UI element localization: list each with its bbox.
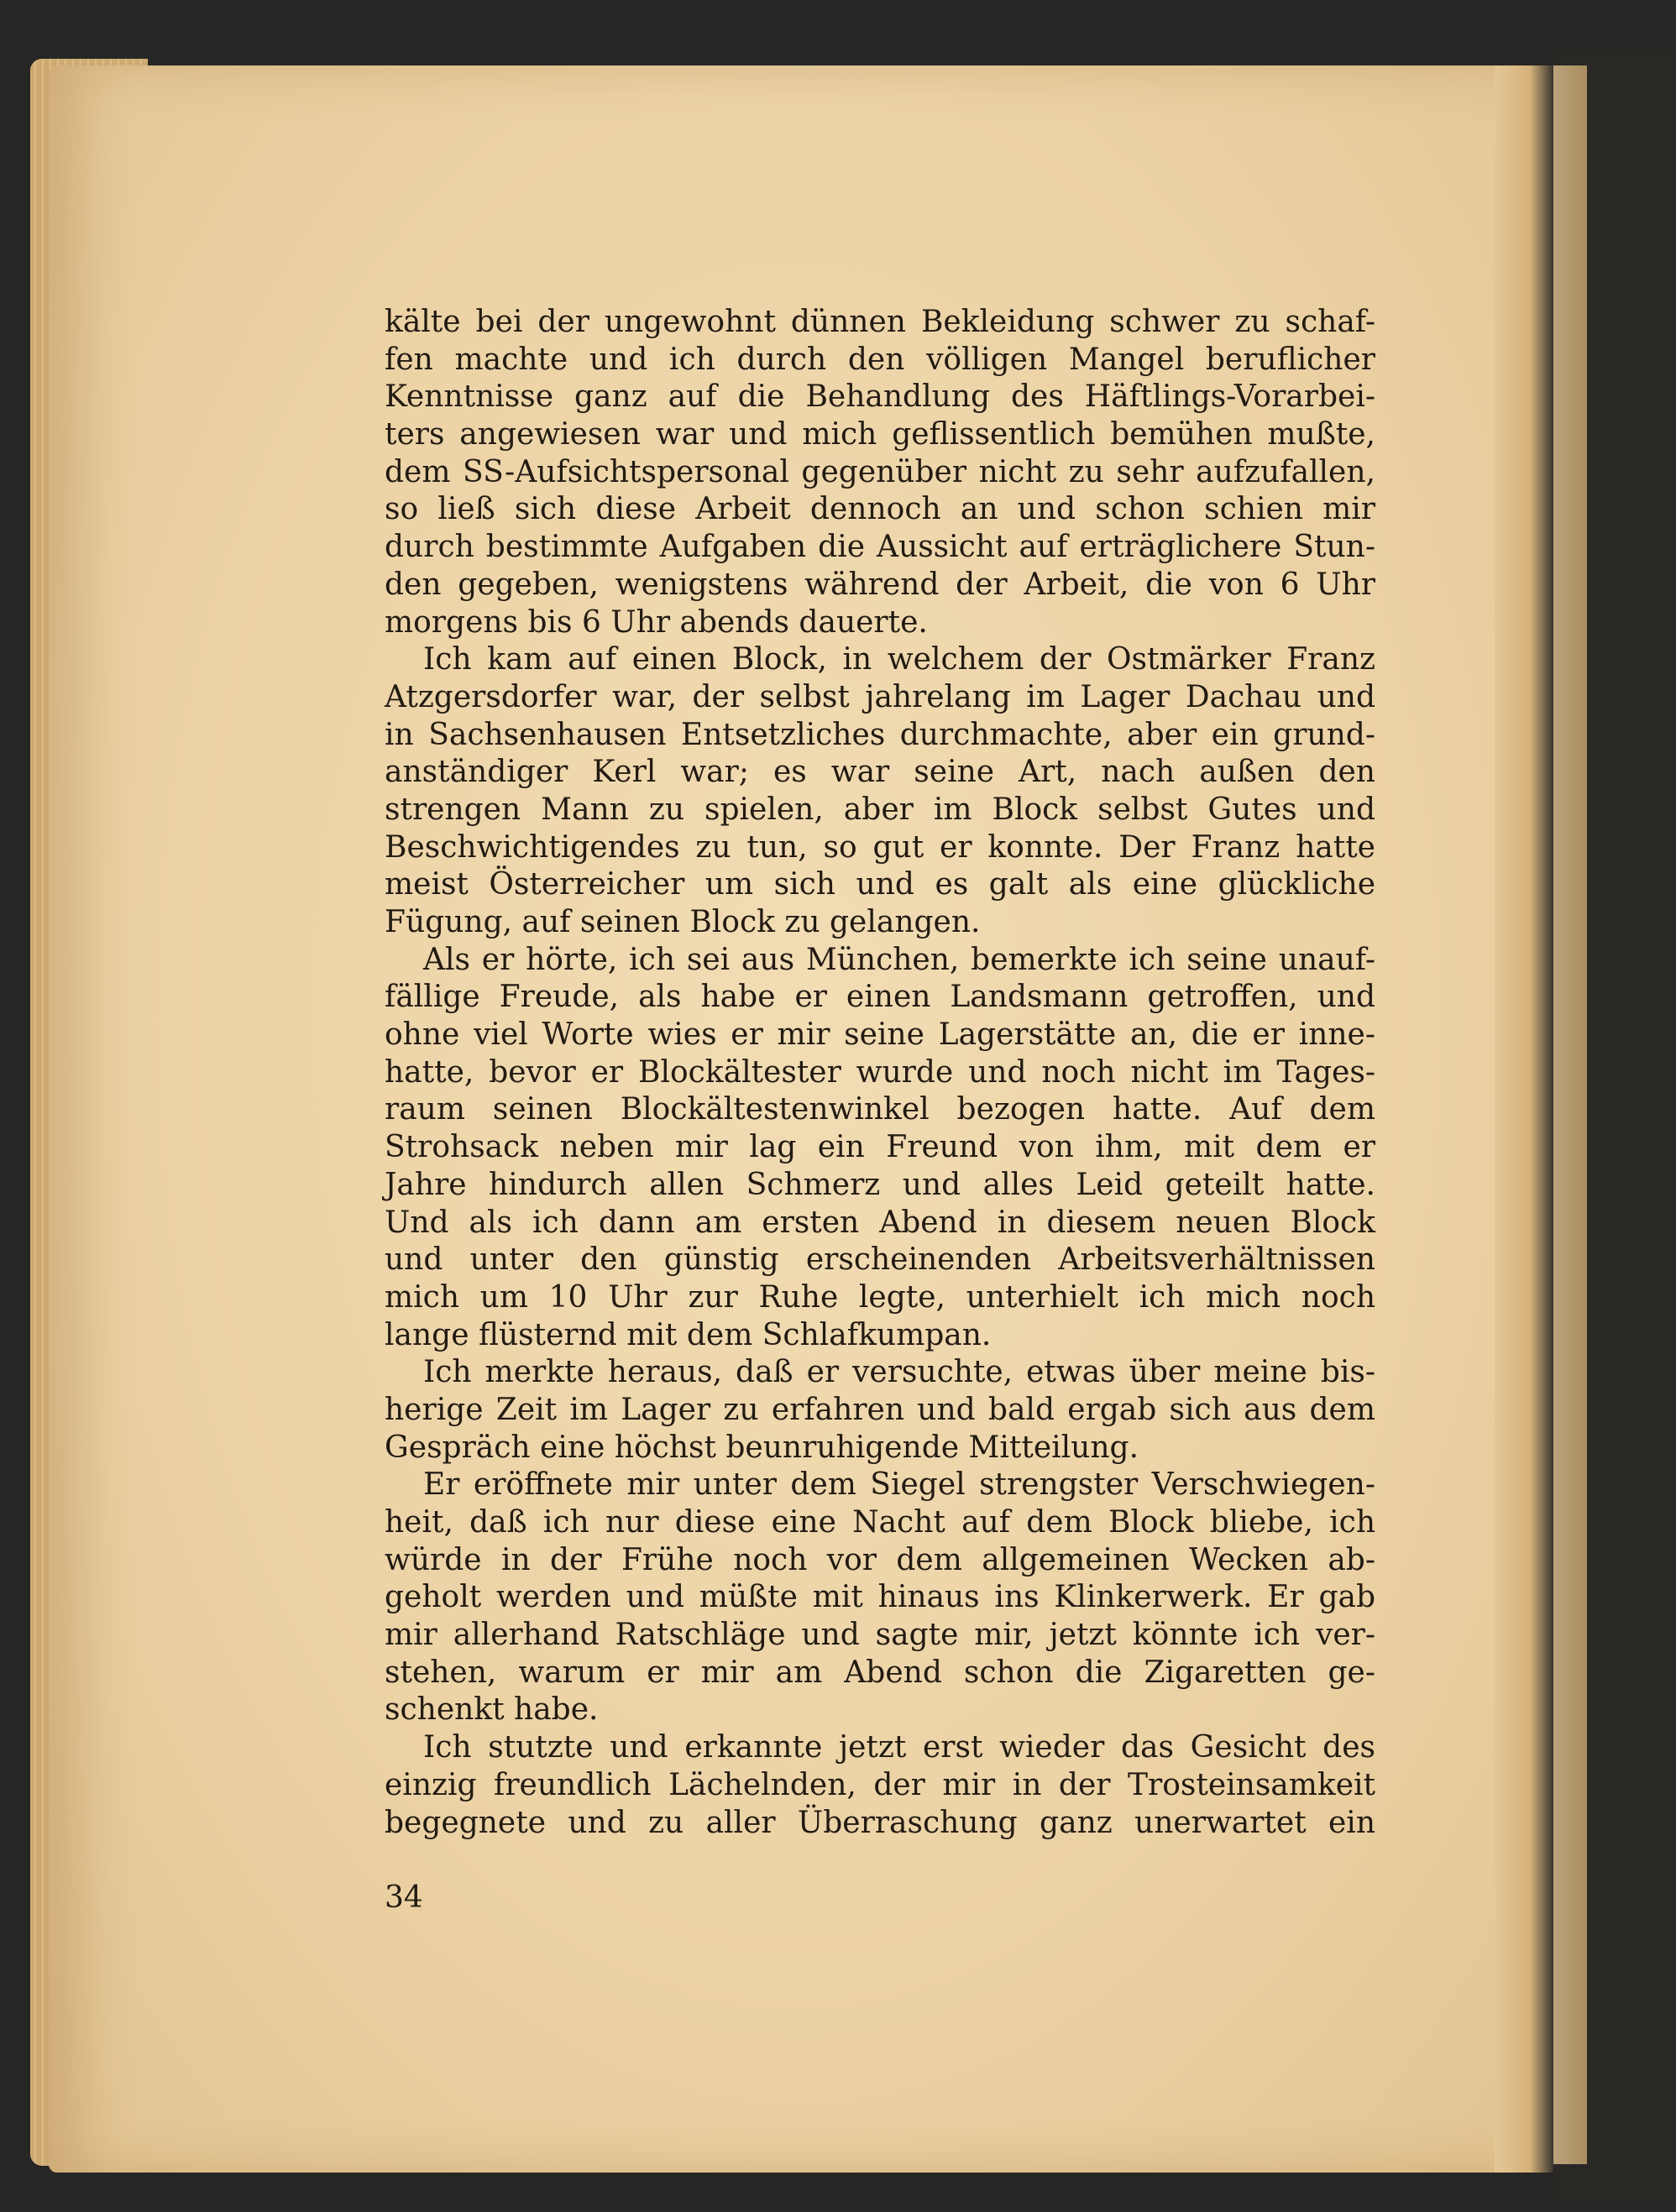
text-line: so ließ sich diese Arbeit dennoch an und schon schien mir [385, 492, 1375, 527]
text-line: fällige Freude, als habe er einen Landsmann getroffen, und [385, 980, 1375, 1015]
text-line: kälte bei der ungewohnt dünnen Bekleidung schwer zu schaf- [385, 305, 1375, 339]
text-line: den gegeben, wenigstens während der Arbeit, die von 6 Uhr [385, 567, 1375, 602]
page-number: 34 [385, 1880, 423, 1915]
text-line: Ich kam auf einen Block, in welchem der Ostmärker Franz [423, 642, 1375, 677]
text-line: hatte, bevor er Blockältester wurde und noch nicht im Tages- [385, 1054, 1375, 1090]
text-line: Strohsack neben mir lag ein Freund von ihm, mit dem er [385, 1130, 1375, 1165]
text-line: herige Zeit im Lager zu erfahren und bald ergab sich aus dem [385, 1392, 1375, 1427]
text-line: mich um 10 Uhr zur Ruhe legte, unterhielt ich mich noch [385, 1279, 1375, 1315]
text-line: Gespräch eine höchst beunruhigende Mitteilung. [385, 1430, 1139, 1465]
text-line: Als er hörte, ich sei aus München, bemerkte ich seine unauf- [423, 942, 1375, 977]
facing-page-edge [1553, 65, 1587, 2164]
text-line: fen machte und ich durch den völligen Mangel beruflicher [385, 342, 1375, 377]
text-line: begegnete und zu aller Überraschung ganz unerwartet ein [385, 1805, 1375, 1840]
text-line: Jahre hindurch allen Schmerz und alles Leid geteilt hatte. [385, 1167, 1375, 1202]
text-line: dem SS-Aufsichtspersonal gegenüber nicht zu sehr aufzufallen, [385, 454, 1375, 489]
text-line: Und als ich dann am ersten Abend in diesem neuen Block [385, 1205, 1375, 1240]
text-line: einzig freundlich Lächelnden, der mir in der Trosteinsamkeit [385, 1767, 1375, 1802]
text-line: Er eröffnete mir unter dem Siegel strengster Verschwiegen- [423, 1467, 1375, 1503]
text-line: meist Österreicher um sich und es galt als eine glückliche [385, 867, 1375, 902]
text-line: stehen, warum er mir am Abend schon die Zigaretten ge- [385, 1655, 1375, 1690]
text-line: Fügung, auf seinen Block zu gelangen. [385, 905, 981, 939]
text-line: Beschwichtigendes zu tun, so gut er konnte. Der Franz hatte [385, 829, 1375, 865]
text-line: Ich merkte heraus, daß er versuchte, etwas über meine bis- [423, 1355, 1375, 1390]
text-line: schenkt habe. [385, 1692, 599, 1728]
text-line: durch bestimmte Aufgaben die Aussicht auf erträglichere Stun- [385, 530, 1375, 565]
text-line: Atzgersdorfer war, der selbst jahrelang im Lager Dachau und [385, 679, 1375, 714]
text-line: strengen Mann zu spielen, aber im Block selbst Gutes und [385, 792, 1375, 827]
text-line: mir allerhand Ratschläge und sagte mir, jetzt könnte ich ver- [385, 1618, 1375, 1653]
book-gutter [1495, 65, 1553, 2173]
text-line: in Sachsenhausen Entsetzliches durchmachte, aber ein grund- [385, 717, 1375, 752]
text-line: würde in der Frühe noch vor dem allgemeinen Wecken ab- [385, 1542, 1375, 1577]
text-line: geholt werden und müßte mit hinaus ins Klinkerwerk. Er gab [385, 1580, 1375, 1615]
body-text [385, 304, 1375, 1842]
text-line: morgens bis 6 Uhr abends dauerte. [385, 604, 928, 640]
text-line: lange flüsternd mit dem Schlafkumpan. [385, 1317, 992, 1352]
text-line: und unter den günstig erscheinenden Arbeitsverhältnissen [385, 1242, 1375, 1278]
text-line: ohne viel Worte wies er mir seine Lagerstätte an, die er inne- [385, 1017, 1375, 1053]
text-line: Ich stutzte und erkannte jetzt erst wieder das Gesicht des [423, 1730, 1375, 1765]
text-line: anständiger Kerl war; es war seine Art, nach außen den [385, 755, 1375, 790]
text-line: ters angewiesen war und mich geflissentlich bemühen mußte, [385, 417, 1375, 452]
text-line: raum seinen Blockältestenwinkel bezogen hatte. Auf dem [385, 1092, 1375, 1127]
text-line: heit, daß ich nur diese eine Nacht auf dem Block bliebe, ich [385, 1505, 1375, 1540]
text-line: Kenntnisse ganz auf die Behandlung des Häftlings-Vorarbei- [385, 379, 1375, 415]
